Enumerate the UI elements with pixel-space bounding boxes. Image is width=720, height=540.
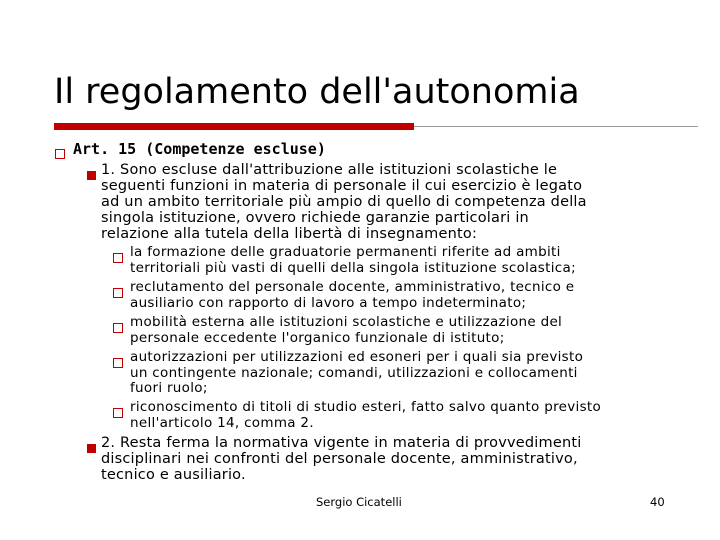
list-item: la formazione delle graduatorie permanenti riferite ad ambiti territoriali più vasti di quelli della singola istituzione scolastica; (130, 244, 576, 276)
title-accent-bar (54, 123, 414, 130)
footer-author: Sergio Cicatelli (316, 495, 402, 509)
paragraph-2: 2. Resta ferma la normativa vigente in materia di provvedimenti disciplinari nei confronti del personale docente, amministrativo, tecnico e ausiliario. (101, 435, 582, 483)
hollow-square-icon (113, 318, 123, 337)
slide-title: Il regolamento dell'autonomia (54, 72, 580, 112)
hollow-square-icon (113, 248, 123, 267)
page-number: 40 (650, 495, 665, 509)
filled-square-icon (87, 165, 96, 184)
hollow-square-icon (113, 353, 123, 372)
list-item: reclutamento del personale docente, amministrativo, tecnico e ausiliario con rapporto di lavoro a tempo indeterminato; (130, 279, 575, 311)
filled-square-icon (87, 438, 96, 457)
list-item: riconoscimento di titoli di studio esteri, fatto salvo quanto previsto nell'articolo 14, comma 2. (130, 399, 602, 431)
paragraph-1: 1. Sono escluse dall'attribuzione alle istituzioni scolastiche le seguenti funzioni in materia di personale il cui esercizio è legato ad un ambito territoriale più ampio di quello di competenza della singola istituzione, ovvero richiede garanzie particolari in relazione alla tutela della libertà di insegnamento: (101, 162, 587, 242)
hollow-square-icon (113, 403, 123, 422)
list-item: autorizzazioni per utilizzazioni ed esoneri per i quali sia previsto un contingente nazionale; comandi, utilizzazioni e collocamenti fuori ruolo; (130, 349, 584, 397)
list-item: mobilità esterna alle istituzioni scolastiche e utilizzazione del personale eccedente l'organico funzionale di istituto; (130, 314, 563, 346)
hollow-square-icon (55, 144, 65, 163)
hollow-square-icon (113, 283, 123, 302)
article-heading: Art. 15 (Competenze escluse) (73, 140, 326, 158)
